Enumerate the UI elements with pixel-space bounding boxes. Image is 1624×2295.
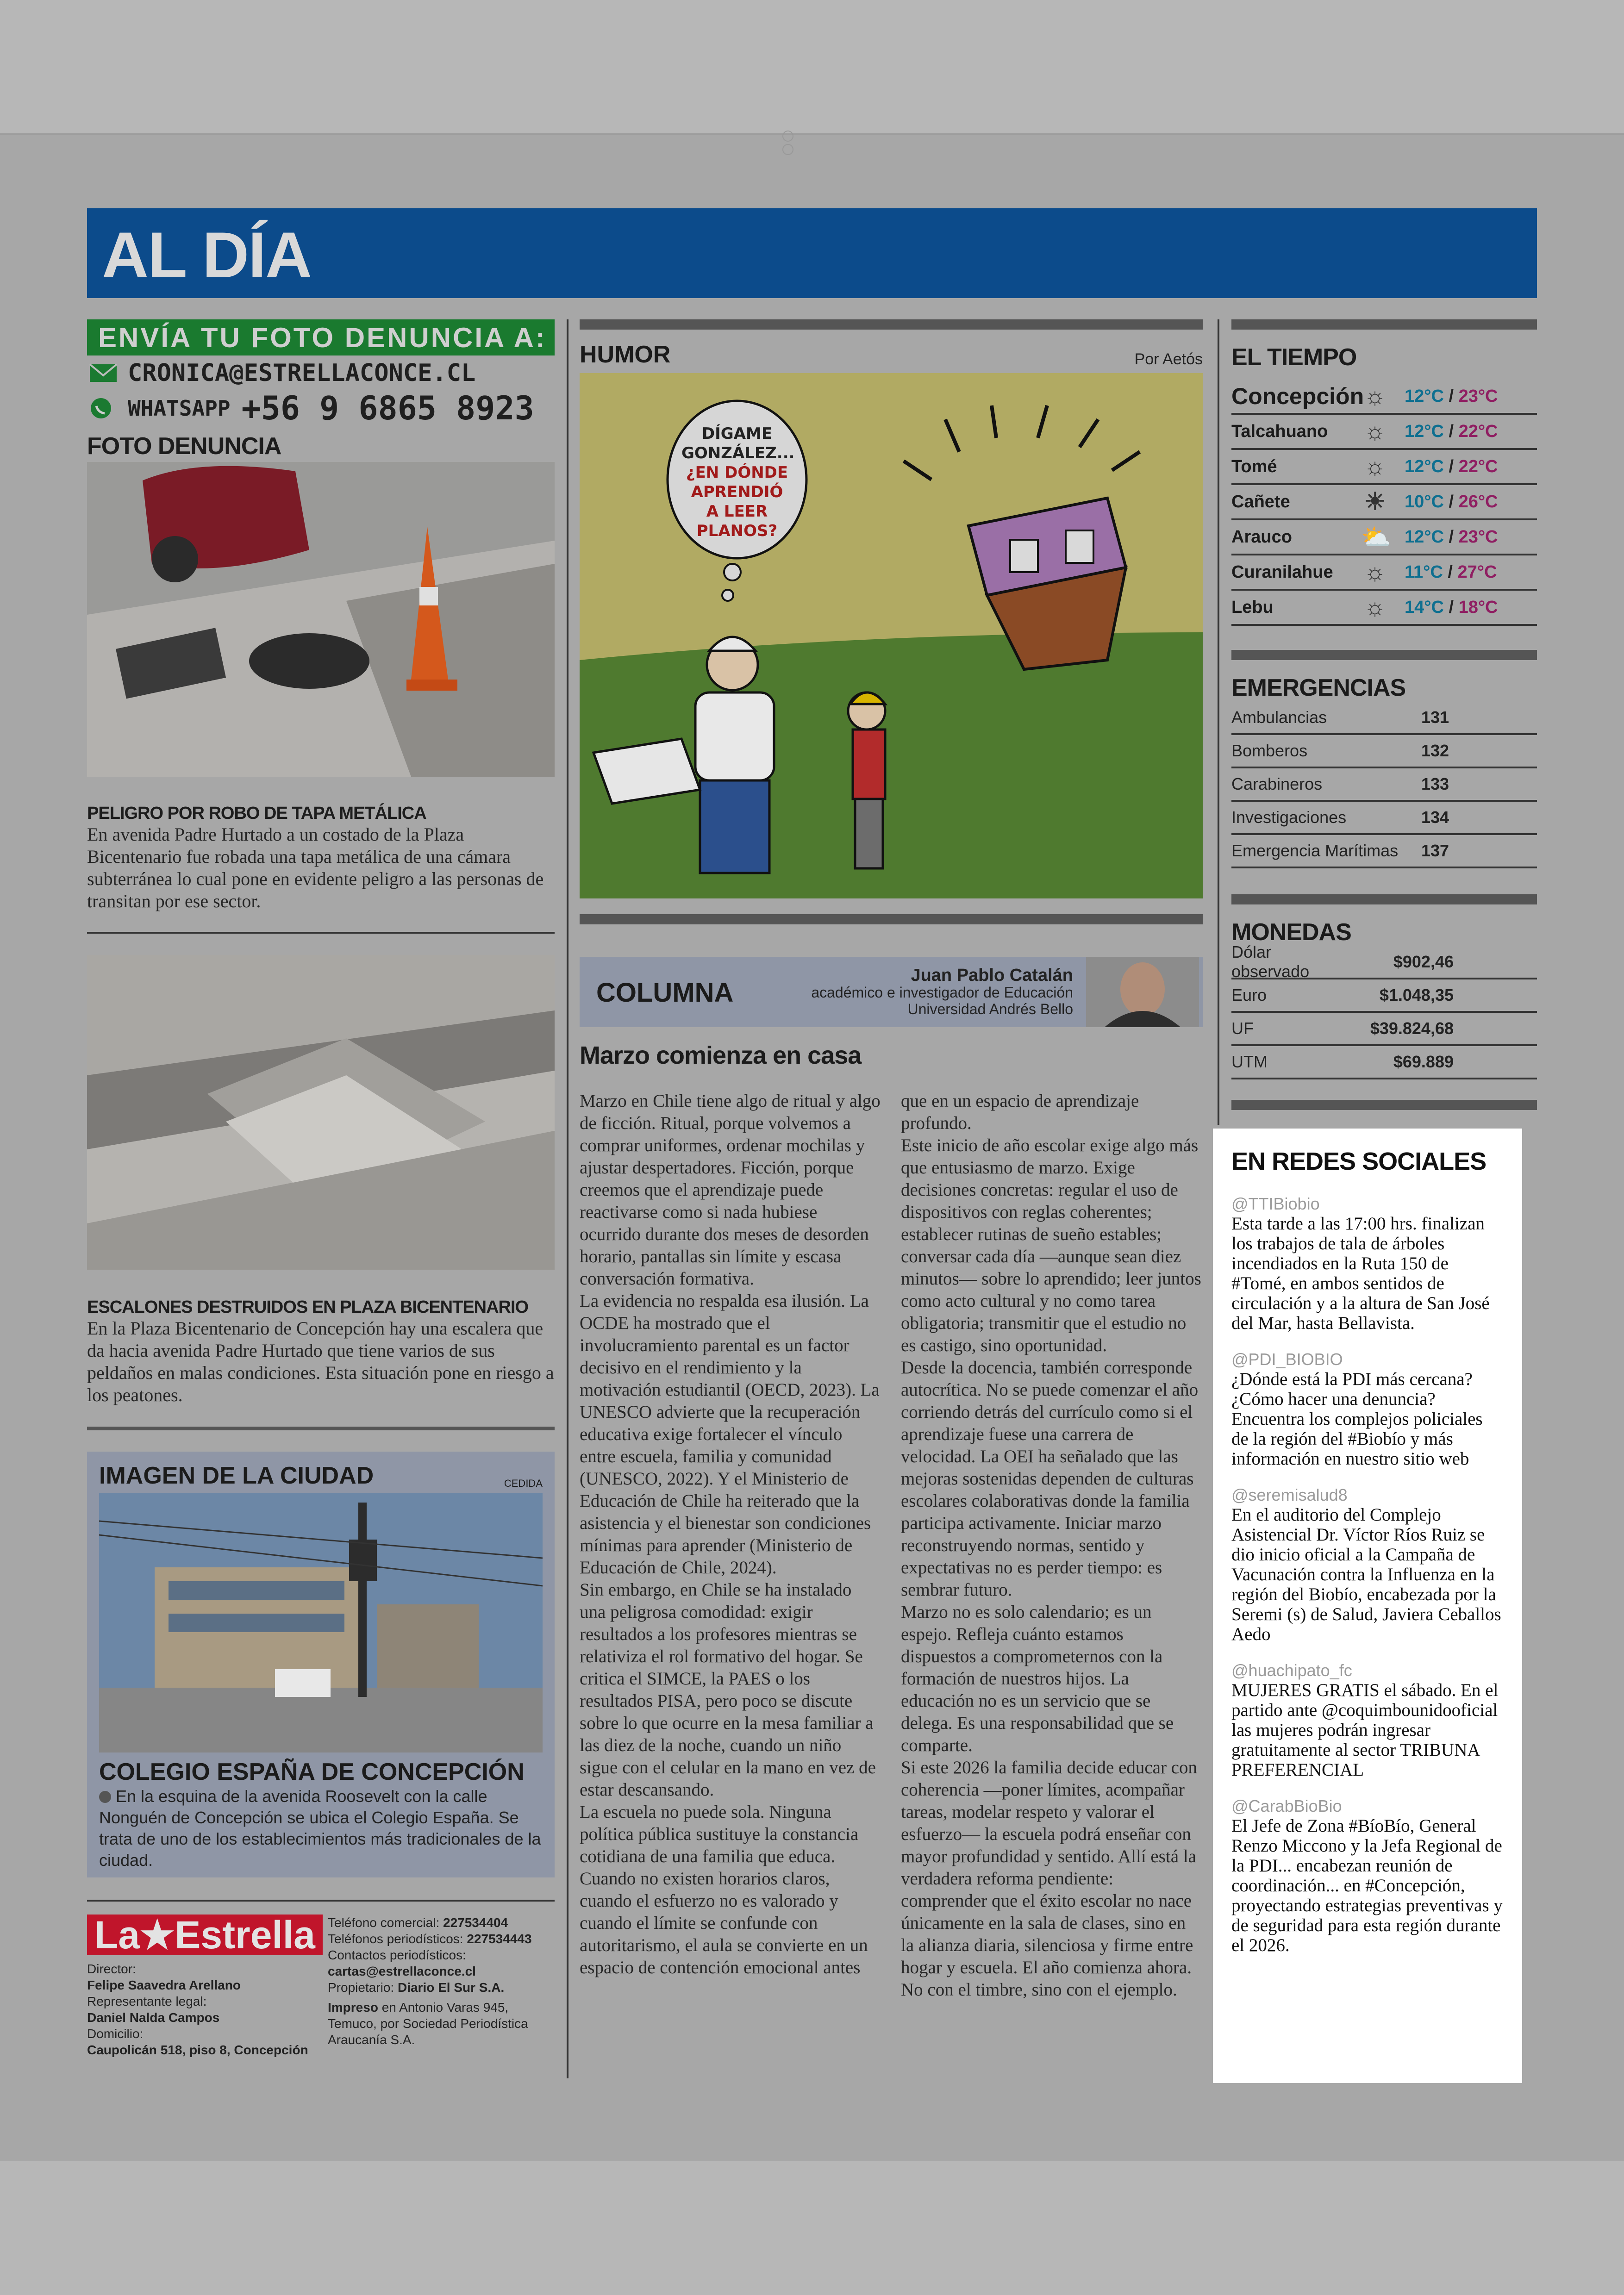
whatsapp-label: WHATSAPP	[128, 396, 231, 421]
emergency-number[interactable]: 134	[1421, 808, 1449, 827]
phone-news-label: Teléfonos periodísticos:	[328, 1932, 463, 1946]
emergency-number[interactable]: 137	[1421, 841, 1449, 860]
bubble-line-4: APRENDIÓ	[691, 483, 783, 501]
currency-row	[1231, 979, 1537, 1013]
page-prev-dot[interactable]	[782, 131, 793, 142]
currency-value: $1.048,35	[1379, 985, 1454, 1004]
weather-city: Curanilahue	[1231, 562, 1333, 582]
social-post-text: En el auditorio del Complejo Asistencial Dr. Víctor Ríos Ruiz se dio inicio oficial a la Campaña de Vacunación contra la Influenza en la región del Biobío, encabezada por la Seremi (s) de Salud, Javiera Ceballos Aedo	[1231, 1505, 1501, 1644]
emergency-number[interactable]: 132	[1421, 741, 1449, 760]
column-paragraph: Este inicio de año escolar exige algo más que entusiasmo de marzo. Exige decisiones concretas: regular el uso de dispositivos con reglas coherentes; establecer rutinas de sueño estables; conversar cada día —aunque sean diez minutos— sobre lo aprendido; leer juntos como acto cultural y no como tarea obligatoria; transmitir que el estudio no es castigo, sino oportunidad.	[901, 1135, 1201, 1355]
column-paragraph: La escuela no puede sola. Ninguna política pública sustituye la constancia cotidiana de una familia que educa. Cuando no existen horarios claros, cuando el esfuerzo no es valorado y cuando el límite se confunde con autoritarismo, el aula se convierte en un espacio de contención emocional antes que en un espacio de aprendizaje profundo.	[580, 1091, 1139, 1977]
cartoon-illustration	[580, 373, 1203, 898]
imprint-right	[328, 1915, 550, 2058]
emergency-table	[1231, 702, 1537, 868]
currency-table	[1231, 942, 1537, 1079]
temp-max: 23°C	[1458, 527, 1498, 547]
emergency-title: EMERGENCIAS	[1231, 674, 1406, 701]
bullet-icon	[99, 1791, 111, 1803]
temp-min: 14°C	[1405, 597, 1444, 617]
photo-stairs	[87, 955, 555, 1270]
phone-commercial-label: Teléfono comercial:	[328, 1915, 440, 1930]
social-title: EN REDES SOCIALES	[1231, 1148, 1487, 1175]
social-user-handle[interactable]: @TTIBiobio	[1231, 1194, 1320, 1213]
weather-temps	[1405, 562, 1497, 582]
temp-max: 18°C	[1458, 597, 1498, 617]
social-post-text: MUJERES GRATIS el sábado. En el partido ante @coquimbounidooficial las mujeres podrán ingresar gratuitamente al sector TRIBUNA PREFERENCIAL	[1231, 1680, 1499, 1780]
social-user-handle[interactable]: @PDI_BIOBIO	[1231, 1350, 1343, 1369]
left-divider-1	[87, 932, 555, 934]
temp-min: 12°C	[1405, 421, 1444, 441]
temp-min: 10°C	[1405, 492, 1444, 511]
temp-min: 12°C	[1405, 386, 1444, 406]
column-paragraph: Desde la docencia, también corresponde autocrítica. No se puede comenzar el año corriendo detrás del currículo como si el aprendizaje fuese una carrera de velocidad. La OEI ha señalado que las mejoras sostenidas dependen de culturas escolares colaborativas donde la familia participa activamente. Iniciar marzo reconstruyendo normas, sentido y expectativas no es perder tiempo: es sembrar futuro.	[901, 1358, 1199, 1600]
weather-row	[1231, 555, 1537, 591]
bubble-line-6: PLANOS?	[696, 522, 778, 540]
weather-row	[1231, 520, 1537, 555]
temp-separator: /	[1443, 527, 1459, 547]
print-label: Impreso	[328, 2000, 378, 2014]
currency-row	[1231, 1046, 1537, 1079]
column-paragraph: Marzo en Chile tiene algo de ritual y algo de ficción. Ritual, porque volvemos a comprar uniformes, ordenar mochilas y ajustar despertadores. Ficción, porque creemos que el aprendizaje puede reactivarse como si nada hubiese ocurrido durante dos meses de desorden horario, pantallas sin límite y escasa conversación formativa.	[580, 1091, 881, 1289]
currency-value: $69.889	[1393, 1052, 1454, 1071]
emergency-row[interactable]	[1231, 702, 1537, 735]
whatsapp-line[interactable]	[87, 391, 555, 426]
whatsapp-number[interactable]: +56 9 6865 8923	[241, 389, 534, 427]
email-address[interactable]: CRONICA@ESTRELLACONCE.CL	[128, 359, 476, 387]
sun-icon: ☀	[1364, 488, 1386, 515]
currency-value: $902,46	[1393, 952, 1454, 971]
weather-temps	[1405, 422, 1498, 442]
address: Caupolicán 518, piso 8, Concepción	[87, 2043, 308, 2057]
city-image-box	[87, 1452, 555, 1877]
weather-temps	[1405, 527, 1498, 547]
social-post	[1231, 1796, 1504, 1955]
weather-temps	[1405, 387, 1498, 406]
currency-name: Dólar observado	[1231, 942, 1310, 981]
city-image-title: IMAGEN DE LA CIUDAD	[99, 1462, 374, 1489]
temp-separator: /	[1443, 421, 1459, 441]
page-nav[interactable]	[782, 131, 838, 142]
emergency-row[interactable]	[1231, 835, 1537, 868]
cloud-sun-icon: ⛅	[1361, 524, 1391, 551]
author-portrait	[1086, 957, 1199, 1027]
humor-header	[580, 341, 1203, 368]
owner-label: Propietario:	[328, 1980, 394, 1995]
humor-cartoon	[580, 373, 1203, 898]
weather-temps	[1405, 457, 1498, 477]
left-column	[87, 319, 555, 2058]
emergency-name: Bomberos	[1231, 741, 1308, 760]
temp-min: 12°C	[1405, 527, 1444, 547]
weather-temps	[1405, 492, 1498, 512]
city-image-caption-title: COLEGIO ESPAÑA DE CONCEPCIÓN	[99, 1759, 525, 1785]
temp-min: 12°C	[1405, 456, 1444, 476]
column-rule-1	[567, 319, 568, 2078]
item2-text: En la Plaza Bicentenario de Concepción hay una escalera que da hacia avenida Padre Hurtado que tiene varios de sus peldaños en malas condiciones. Esta situación pone en riesgo a los peatones.	[87, 1318, 554, 1405]
city-image-credit: CEDIDA	[504, 1478, 543, 1489]
partly-sunny-icon: ☼	[1364, 453, 1386, 480]
print-text: en Antonio Varas 945, Temuco, por Sociedad Periodística Araucanía S.A.	[328, 2000, 528, 2047]
column-title: Marzo comienza en casa	[580, 1041, 862, 1069]
mail-icon	[87, 362, 119, 385]
humor-author: Por Aetós	[1134, 350, 1203, 368]
social-post-text: El Jefe de Zona #BíoBío, General Renzo Miccono y la Jefa Regional de la PDI... encabezan reunión de coordinación... en #Concepción, proyectando estrategias preventivas y de seguridad para esta región durante el 2026.	[1231, 1816, 1503, 1955]
photo-manhole	[87, 462, 555, 777]
city-image-header	[99, 1462, 543, 1490]
emergency-row[interactable]	[1231, 735, 1537, 768]
item1-title: PELIGRO POR ROBO DE TAPA METÁLICA	[87, 804, 426, 823]
emergency-name: Emergencia Marítimas	[1231, 841, 1399, 860]
column-header-box	[580, 957, 1203, 1027]
bubble-line-3: ¿EN DÓNDE	[686, 463, 788, 482]
temp-separator: /	[1443, 492, 1459, 511]
column-author-photo	[1086, 957, 1199, 1027]
denuncia-header: ENVÍA TU FOTO DENUNCIA A:	[87, 319, 555, 355]
contacts-email[interactable]: cartas@estrellaconce.cl	[328, 1964, 476, 1978]
partly-sunny-icon: ☼	[1364, 559, 1386, 586]
weather-row	[1231, 450, 1537, 485]
social-post-text: ¿Dónde está la PDI más cercana? ¿Cómo hacer una denuncia? Encuentra los complejos policiales de la región del #Biobío y más información en nuestro sitio web	[1231, 1369, 1483, 1469]
temp-separator: /	[1443, 562, 1458, 582]
contacts-label: Contactos periodísticos:	[328, 1948, 466, 1962]
column-author-university: Universidad Andrés Bello	[907, 1001, 1073, 1017]
emergency-topbar	[1231, 650, 1537, 660]
emergency-name: Carabineros	[1231, 774, 1323, 793]
temp-separator: /	[1443, 456, 1459, 476]
partly-sunny-icon: ☼	[1364, 383, 1386, 410]
social-post	[1231, 1661, 1504, 1780]
bubble-line-5: A LEER	[706, 502, 768, 521]
weather-row	[1231, 485, 1537, 520]
social-posts	[1231, 1194, 1504, 1955]
partly-sunny-icon: ☼	[1364, 594, 1386, 621]
whatsapp-icon	[87, 397, 119, 420]
social-post	[1231, 1350, 1504, 1469]
column-article	[580, 1090, 1203, 2113]
column-author-role: académico e investigador de Educación	[811, 984, 1073, 1001]
weather-city: Concepción	[1231, 383, 1364, 409]
temp-min: 11°C	[1405, 562, 1443, 582]
weather-city: Arauco	[1231, 527, 1292, 547]
social-post	[1231, 1194, 1504, 1333]
column-author: Juan Pablo Catalán	[911, 966, 1073, 985]
bubble-line-1: DÍGAME	[701, 424, 773, 443]
legal-label: Representante legal:	[87, 1994, 207, 2008]
temp-max: 22°C	[1458, 421, 1498, 441]
middle-column	[580, 319, 1203, 2113]
temp-max: 22°C	[1458, 456, 1498, 476]
emergency-name: Ambulancias	[1231, 708, 1327, 727]
right-column	[1231, 319, 1537, 1110]
column-paragraph: La evidencia no respalda esa ilusión. La OCDE ha mostrado que el involucramiento parental es un factor decisivo en el rendimiento y la motivación estudiantil (OECD, 2023). La UNESCO advierte que la recuperación educativa exige fortalecer el vínculo entre escuela, familia y comunidad (UNESCO, 2022). Y el Ministerio de Educación de Chile ha reiterado que la asistencia y el bienestar son condiciones mínimas para aprender (Ministerio de Educación de Chile, 2024).	[580, 1291, 880, 1578]
social-post	[1231, 1485, 1504, 1644]
item1-text: En avenida Padre Hurtado a un costado de la Plaza Bicentenario fue robada una tapa metálica de una cámara subterránea lo cual pone en evidente peligro a las personas de transitan por ese sector.	[87, 824, 544, 911]
imprint	[87, 1915, 555, 2058]
foto-denuncia-title: FOTO DENUNCIA	[87, 433, 281, 460]
currency-name: UTM	[1231, 1052, 1268, 1071]
social-panel	[1213, 1129, 1522, 2083]
bubble-line-2: GONZÁLEZ...	[681, 444, 795, 462]
city-photo-illustration	[99, 1493, 543, 1752]
weather-temps	[1405, 598, 1498, 617]
left-divider-3	[87, 1900, 555, 1902]
left-divider-2	[87, 1427, 555, 1430]
social-user-handle[interactable]: @seremisalud8	[1231, 1485, 1348, 1504]
imprint-staff	[87, 1961, 328, 2058]
page-next-dot[interactable]	[782, 144, 793, 155]
temp-max: 27°C	[1457, 562, 1497, 582]
social-topbar	[1231, 1100, 1537, 1110]
column-paragraph: Marzo no es solo calendario; es un espejo. Refleja cuánto estamos dispuestos a comprometernos con la formación de nuestros hijos. La educación no es un servicio que se delega. Es una responsabilidad que se comparte.	[901, 1602, 1174, 1755]
weather-city: Tomé	[1231, 456, 1277, 476]
humor-topbar	[580, 319, 1203, 330]
weather-row	[1231, 415, 1537, 450]
weather-table	[1231, 380, 1537, 626]
emergency-row[interactable]	[1231, 802, 1537, 835]
temp-max: 26°C	[1458, 492, 1498, 511]
weather-city: Cañete	[1231, 492, 1290, 511]
cartoon-bubble-text	[681, 424, 793, 541]
currency-value: $39.824,68	[1370, 1019, 1454, 1038]
emergency-name: Investigaciones	[1231, 808, 1347, 827]
manhole-photo-illustration	[87, 462, 555, 777]
weather-topbar	[1231, 319, 1537, 330]
phone-news[interactable]: 227534443	[467, 1932, 532, 1946]
temp-max: 23°C	[1458, 386, 1498, 406]
column-paragraph: Sin embargo, en Chile se ha instalado una peligrosa comodidad: exigir resultados a los profesores mientras se relativiza el rol formativo del hogar. Se critica el SIMCE, la PAES o los resultados PISA, pero poco se discute sobre lo que ocurre en la mesa familiar a las diez de la noche, cuando un niño sigue con el celular en la mano en vez de estar descansando.	[580, 1580, 876, 1800]
email-line[interactable]	[87, 355, 555, 391]
item2-title: ESCALONES DESTRUIDOS EN PLAZA BICENTENARIO	[87, 1297, 529, 1317]
emergency-number[interactable]: 133	[1421, 774, 1449, 793]
weather-title: EL TIEMPO	[1231, 344, 1357, 371]
weather-row	[1231, 591, 1537, 626]
city-image-caption-text: En la esquina de la avenida Roosevelt con la calle Nonguén de Concepción se ubica el Colegio España. Se trata de uno de los establecimientos más tradicionales de la ciudad.	[99, 1787, 541, 1870]
currency-title: MONEDAS	[1231, 919, 1351, 946]
section-title: AL DÍA	[102, 218, 312, 291]
weather-city: Lebu	[1231, 597, 1274, 617]
column-label: COLUMNA	[596, 978, 734, 1008]
column-paragraph: Si este 2026 la familia decide educar con coherencia —poner límites, acompañar tareas, modelar respeto y valorar el esfuerzo— la escuela podrá enseñar con mayor profundidad y sentido. Allí está la verdadera reforma pendiente: comprender que el éxito escolar no nace únicamente en la sala de clases, sino en la alianza diaria, silenciosa y firme entre hogar y escuela. El año comienza ahora. No con el timbre, sino con el ejemplo.	[901, 1758, 1197, 2000]
la-estrella-logo: La★Estrella	[87, 1915, 323, 1955]
city-image-caption	[99, 1786, 543, 1871]
social-post-text: Esta tarde a las 17:00 hrs. finalizan los trabajos de tala de árboles incendiados en la Ruta 150 de #Tomé, en ambos sentidos de circulación y a la altura de San José del Mar, hasta Bellavista.	[1231, 1214, 1490, 1333]
imprint-left	[87, 1915, 328, 2058]
director-name: Felipe Saavedra Arellano	[87, 1978, 241, 1992]
legal-name: Daniel Nalda Campos	[87, 2010, 220, 2025]
emergency-row[interactable]	[1231, 768, 1537, 802]
social-user-handle[interactable]: @huachipato_fc	[1231, 1661, 1352, 1680]
column-author-block	[811, 967, 1073, 1017]
emergency-number[interactable]: 131	[1421, 708, 1449, 727]
column-topbar	[580, 914, 1203, 924]
weather-city: Talcahuano	[1231, 421, 1328, 441]
address-label: Domicilio:	[87, 2027, 144, 2041]
temp-separator: /	[1443, 386, 1459, 406]
currency-name: Euro	[1231, 985, 1267, 1004]
stairs-photo-illustration	[87, 955, 555, 1270]
humor-title: HUMOR	[580, 341, 671, 368]
currency-row	[1231, 942, 1537, 981]
temp-separator: /	[1443, 597, 1459, 617]
currency-topbar	[1231, 894, 1537, 904]
currency-row	[1231, 1013, 1537, 1046]
owner: Diario El Sur S.A.	[397, 1980, 505, 1995]
weather-row	[1231, 380, 1537, 415]
director-label: Director:	[87, 1962, 136, 1976]
column-rule-2	[1218, 319, 1219, 1125]
social-user-handle[interactable]: @CarabBioBio	[1231, 1796, 1342, 1815]
phone-commercial[interactable]: 227534404	[443, 1915, 508, 1930]
partly-sunny-icon: ☼	[1364, 418, 1386, 445]
section-banner	[87, 208, 1537, 298]
currency-name: UF	[1231, 1019, 1254, 1038]
